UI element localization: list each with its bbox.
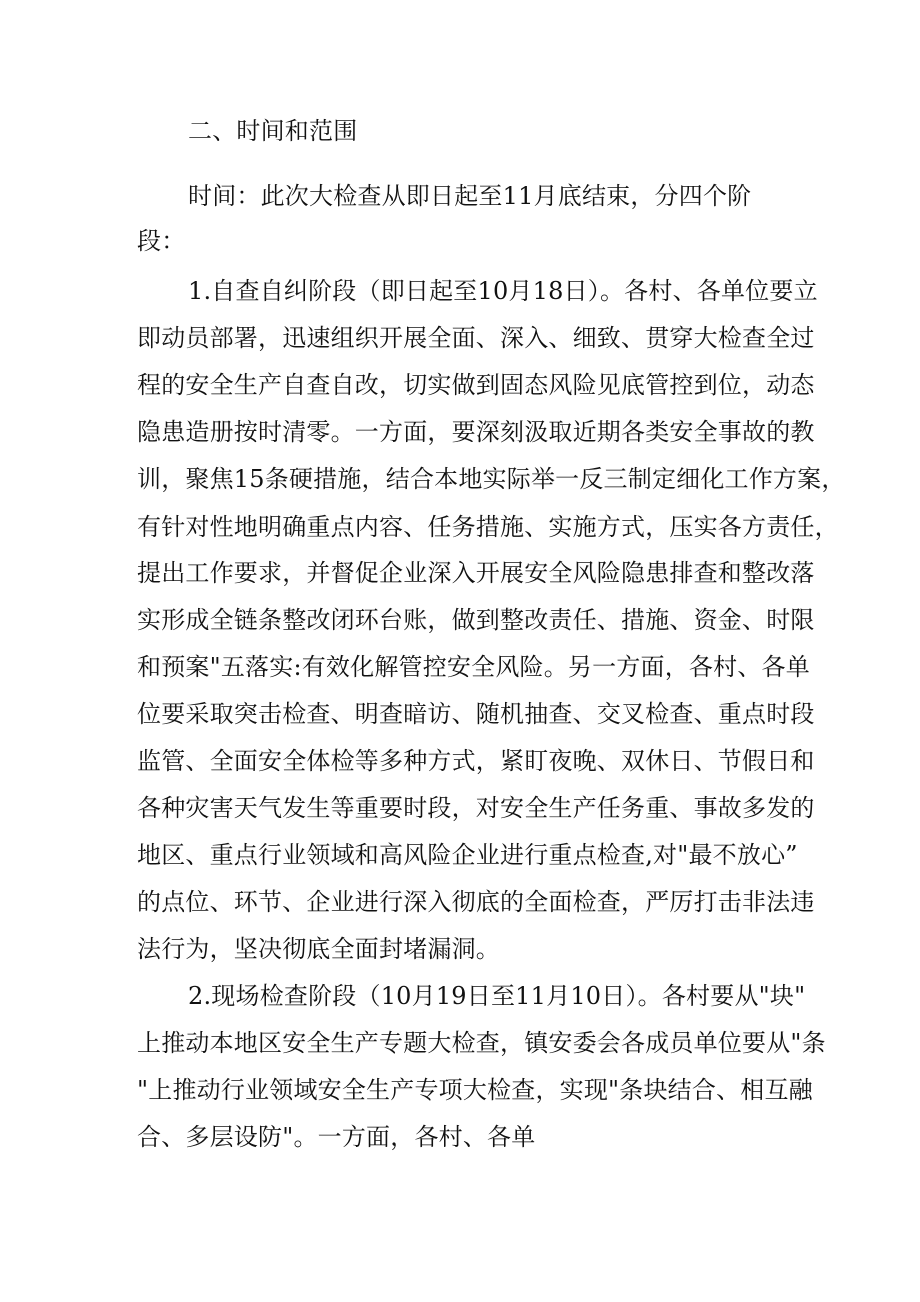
paragraph-line: 2.现场检查阶段（10月19日至11月10日）。各村要从"块" xyxy=(188,982,806,1010)
paragraph-line: 时间：此次大检查从即日起至11月底结束，分四个阶 xyxy=(188,182,752,210)
paragraph-line: 地区、重点行业领域和高风险企业进行重点检查,对"最不放心” xyxy=(137,841,798,869)
paragraph-line: 实形成全链条整改闭环台账，做到整改责任、措施、资金、时限 xyxy=(137,606,815,634)
paragraph-line: 段： xyxy=(137,227,186,255)
paragraph-line: 上推动本地区安全生产专题大检查，镇安委会各成员单位要从"条 xyxy=(137,1029,826,1057)
paragraph-line: 程的安全生产自查自改，切实做到固态风险见底管控到位，动态 xyxy=(137,371,815,399)
paragraph-line: 隐患造册按时清零。一方面，要深刻汲取近期各类安全事故的教 xyxy=(137,418,815,446)
paragraph-line: 训，聚焦15条硬措施，结合本地实际举一反三制定细化工作方案， xyxy=(137,465,846,493)
paragraph-line: 提出工作要求，并督促企业深入开展安全风险隐患排查和整改落 xyxy=(137,559,815,587)
paragraph-line: 有针对性地明确重点内容、任务措施、实施方式，压实各方责任， xyxy=(137,513,839,541)
paragraph-line: 各种灾害天气发生等重要时段，对安全生产任务重、事故多发的 xyxy=(137,794,815,822)
paragraph-line: 即动员部署，迅速组织开展全面、深入、细致、贯穿大检查全过 xyxy=(137,324,815,352)
paragraph-line: 和预案"五落实:有效化解管控安全风险。另一方面，各村、各单 xyxy=(137,653,810,681)
paragraph-line: 的点位、环节、企业进行深入彻底的全面检查，严厉打击非法违 xyxy=(137,888,815,916)
paragraph-line: 位要采取突击检查、明查暗访、随机抽查、交叉检查、重点时段 xyxy=(137,700,815,728)
paragraph-line: "上推动行业领域安全生产专项大检查，实现"条块结合、相互融 xyxy=(137,1076,813,1104)
section-heading: 二、时间和范围 xyxy=(188,117,358,145)
paragraph-line: 监管、全面安全体检等多种方式，紧盯夜晚、双休日、节假日和 xyxy=(137,747,815,775)
paragraph-line: 法行为，坚决彻底全面封堵漏洞。 xyxy=(137,935,500,963)
paragraph-line: 合、多层设防"。一方面，各村、各单 xyxy=(137,1123,536,1151)
paragraph-line: 1.自查自纠阶段（即日起至10月18日）。各村、各单位要立 xyxy=(188,277,818,305)
